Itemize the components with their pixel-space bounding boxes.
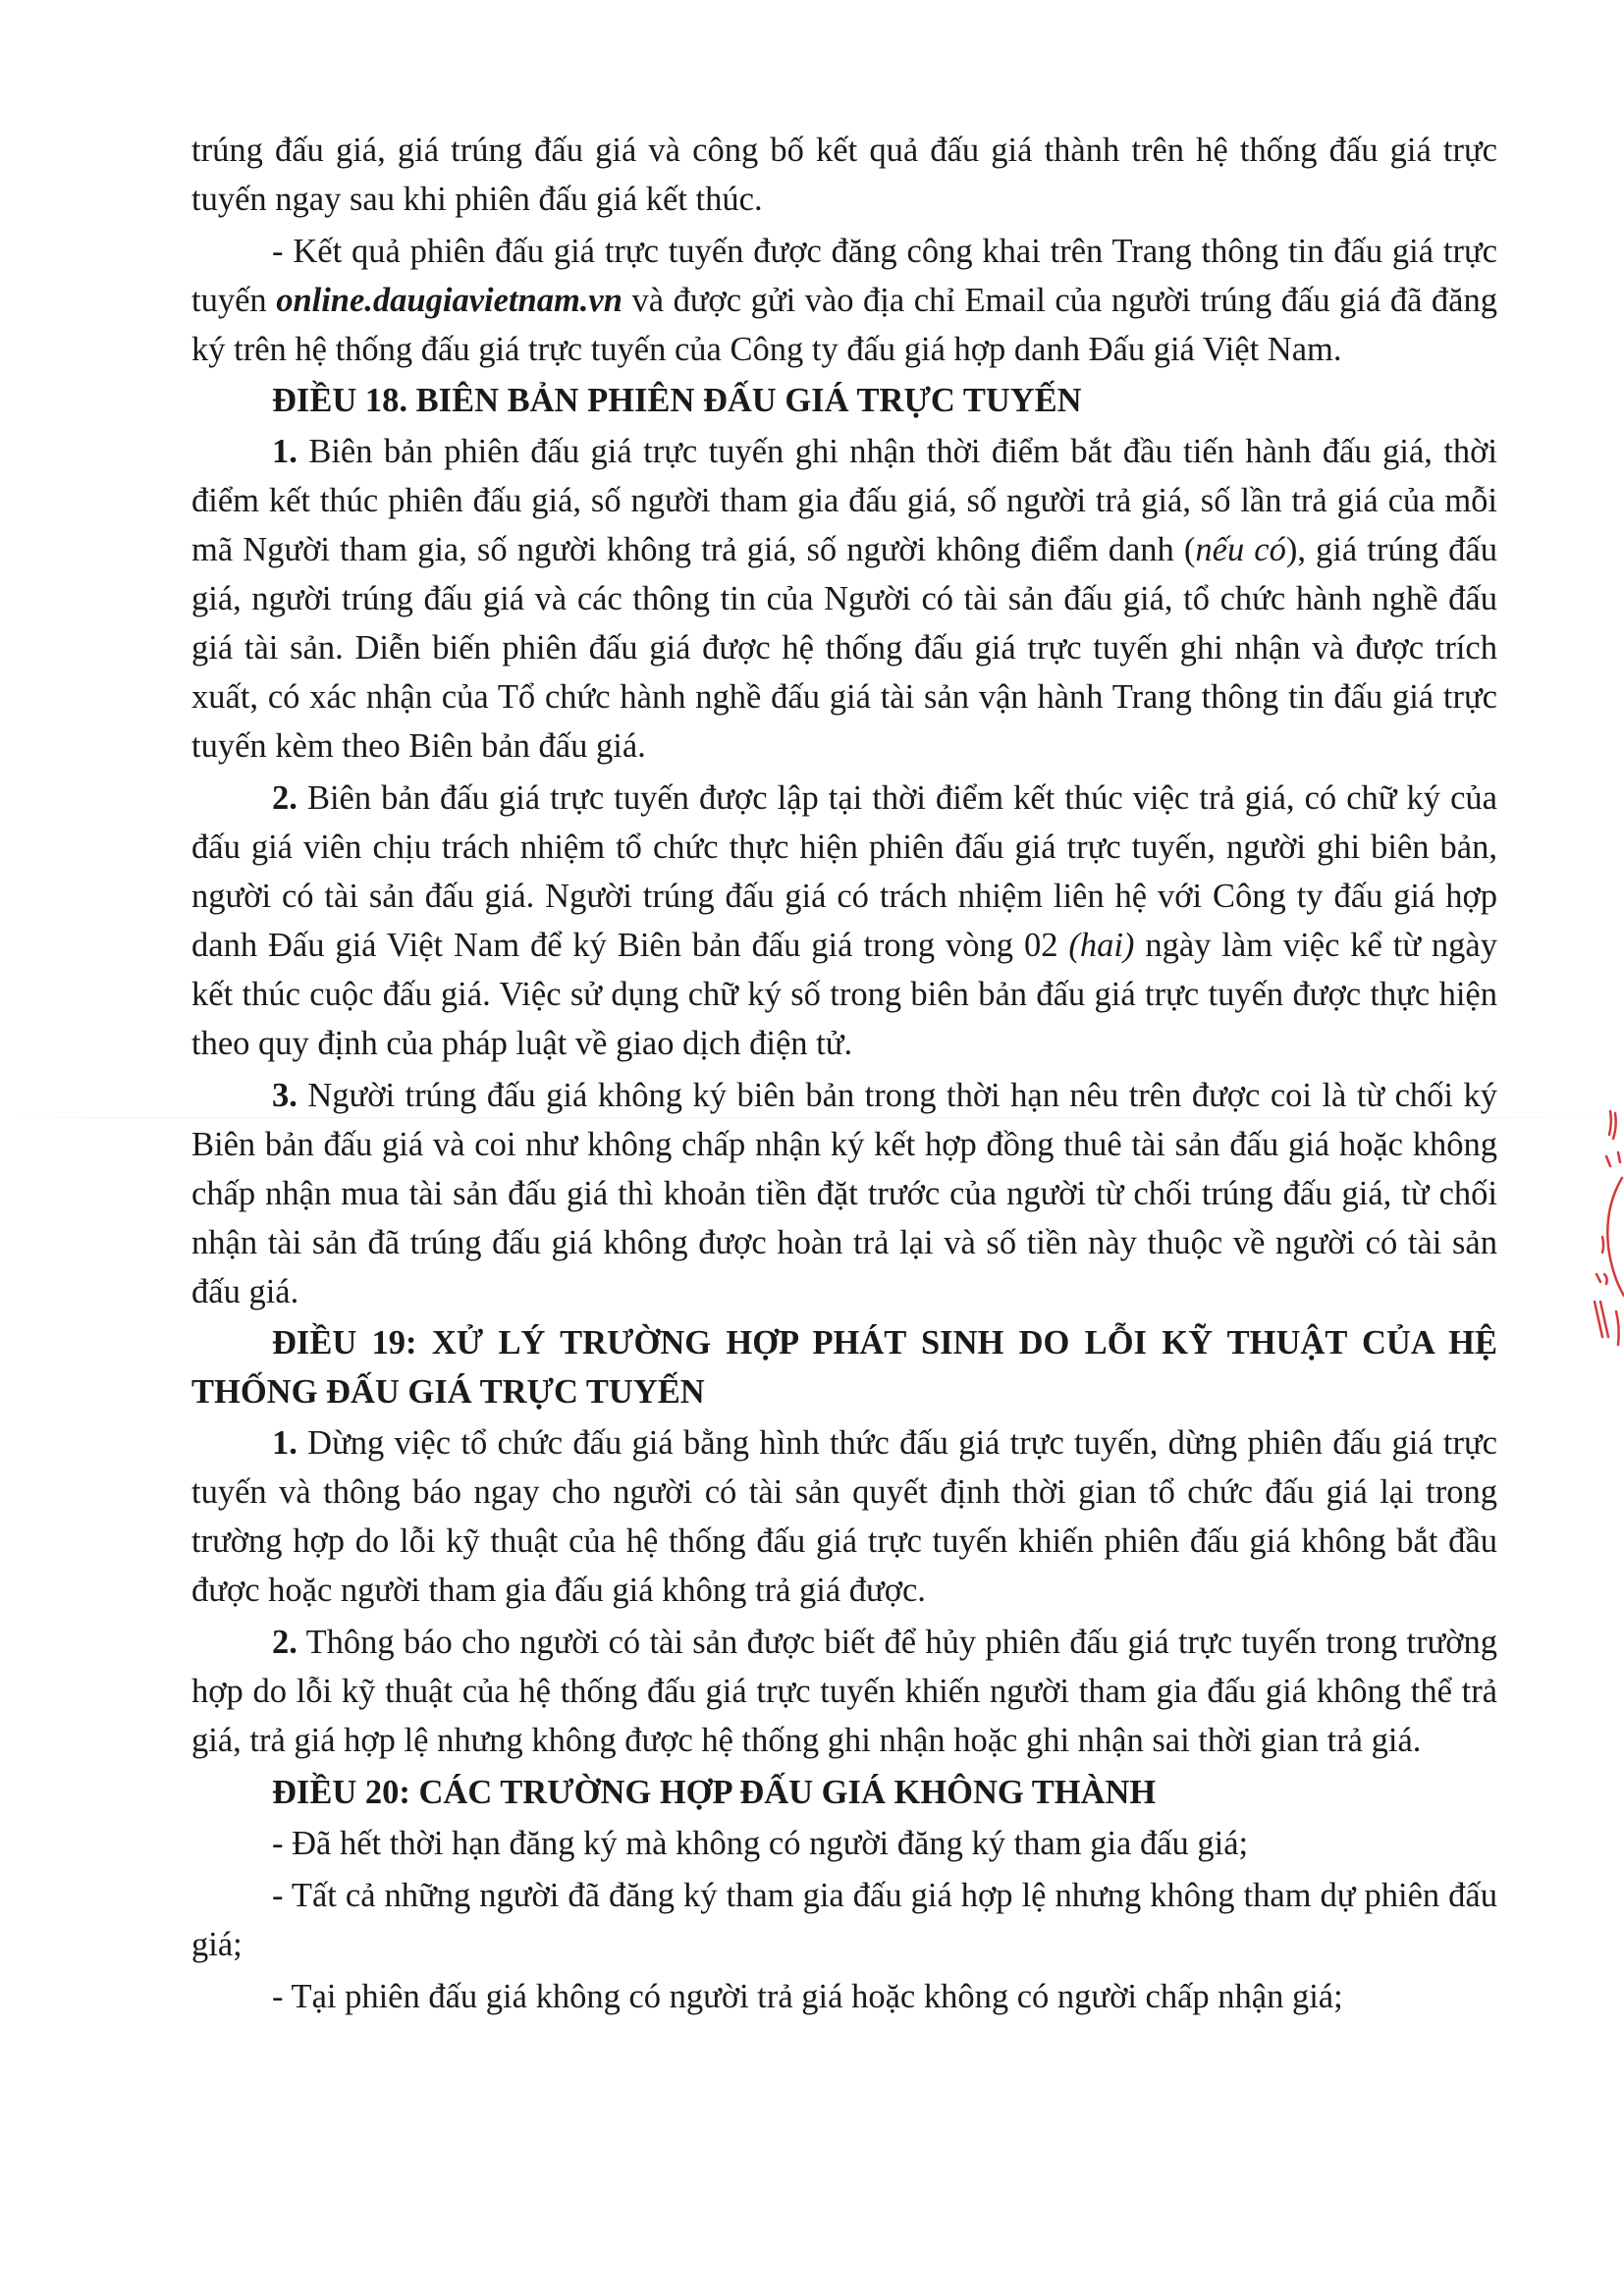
clause-text: Dừng việc tổ chức đấu giá bằng hình thức đấu giá trực tuyến, dừng phiên đấu giá trực tuyến và thông báo ngay cho người có tài sản quyết định thời gian tổ chức đấu giá lại trong trường hợp do lỗi kỹ thuật của hệ thống đấu giá trực tuyến khiến phiên đấu giá không bắt đầu được hoặc người tham gia đấu giá không trả giá được. — [191, 1424, 1497, 1609]
paragraph-text: - Kết quả phiên đấu giá trực tuyến được đăng công khai trên Trang thông tin đấu giá trực tuyến — [191, 233, 1497, 319]
article-19-heading: ĐIỀU 19: XỬ LÝ TRƯỜNG HỢP PHÁT SINH DO LỖI KỸ THUẬT CỦA HỆ THỐNG ĐẤU GIÁ TRỰC TUYẾN — [191, 1324, 1497, 1411]
paragraph-continuation: trúng đấu giá, giá trúng đấu giá và công bố kết quả đấu giá thành trên hệ thống đấu giá trực tuyến ngay sau khi phiên đấu giá kết thúc. — [191, 132, 1497, 218]
article-18-clause-2 — [191, 774, 1497, 1068]
seal-stamp-edge — [1583, 1109, 1624, 1364]
clause-number: 1. — [272, 1424, 298, 1462]
article-18-clause-3 — [191, 1071, 1497, 1316]
clause-text: Biên bản phiên đấu giá trực tuyến ghi nhận thời điểm bắt đầu tiến hành đấu giá, thời điểm kết thúc phiên đấu giá, số người tham gia đấu giá, số người trả giá, số lần trả giá của mỗi mã Người tham gia, số người không trả giá, số người không điểm danh ( — [191, 433, 1497, 568]
paragraph-text: và được gửi vào địa chỉ Email của người trúng đấu giá đã đăng ký trên hệ thống đấu giá trực tuyến của Công ty đấu giá hợp danh Đấu giá Việt Nam. — [191, 282, 1497, 368]
clause-text-italic: nếu có — [1195, 531, 1286, 568]
article-20-item-3: - Tại phiên đấu giá không có người trả giá hoặc không có người chấp nhận giá; — [272, 1978, 1343, 2015]
clause-text: ngày làm việc kể từ ngày kết thúc cuộc đấu giá. Việc sử dụng chữ ký số trong biên bản đấu giá trực tuyến được thực hiện theo quy định của pháp luật về giao dịch điện tử. — [191, 927, 1497, 1062]
clause-number: 3. — [272, 1077, 298, 1114]
article-20-heading: ĐIỀU 20: CÁC TRƯỜNG HỢP ĐẤU GIÁ KHÔNG THÀNH — [272, 1774, 1157, 1811]
clause-text: Người trúng đấu giá không ký biên bản trong thời hạn nêu trên được coi là từ chối ký Biên bản đấu giá và coi như không chấp nhận ký kết hợp đồng thuê tài sản đấu giá hoặc không chấp nhận mua tài sản đấu giá thì khoản tiền đặt trước của người từ chối trúng đấu giá, từ chối nhận tài sản đã trúng đấu giá không được hoàn trả lại và số tiền này thuộc về người có tài sản đấu giá. — [191, 1077, 1497, 1310]
clause-text-italic: (hai) — [1068, 927, 1135, 964]
article-19-clause-1 — [191, 1418, 1497, 1615]
article-19-clause-2 — [191, 1618, 1497, 1765]
article-20-item-2: - Tất cả những người đã đăng ký tham gia đấu giá hợp lệ nhưng không tham dự phiên đấu giá; — [191, 1877, 1497, 1963]
document-page — [191, 126, 1497, 2021]
clause-number: 2. — [272, 1624, 298, 1661]
paragraph-result-publication — [191, 227, 1497, 374]
clause-number: 2. — [272, 779, 298, 817]
clause-number: 1. — [272, 433, 298, 470]
clause-text: Thông báo cho người có tài sản được biết để hủy phiên đấu giá trực tuyến trong trường hợp do lỗi kỹ thuật của hệ thống đấu giá trực tuyến khiến người tham gia đấu giá không thể trả giá, trả giá hợp lệ nhưng không được hệ thống ghi nhận hoặc ghi nhận sai thời gian trả giá. — [191, 1624, 1497, 1759]
clause-text: ), giá trúng đấu giá, người trúng đấu giá và các thông tin của Người có tài sản đấu giá, tổ chức hành nghề đấu giá tài sản. Diễn biến phiên đấu giá được hệ thống đấu giá trực tuyến ghi nhận và được trích xuất, có xác nhận của Tổ chức hành nghề đấu giá tài sản vận hành Trang thông tin đấu giá trực tuyến kèm theo Biên bản đấu giá. — [191, 531, 1497, 765]
article-20-item-1: - Đã hết thời hạn đăng ký mà không có người đăng ký tham gia đấu giá; — [272, 1825, 1249, 1862]
article-18-heading: ĐIỀU 18. BIÊN BẢN PHIÊN ĐẤU GIÁ TRỰC TUYẾN — [272, 382, 1082, 419]
clause-text: Biên bản đấu giá trực tuyến được lập tại thời điểm kết thúc việc trả giá, có chữ ký của đấu giá viên chịu trách nhiệm tổ chức thực hiện phiên đấu giá trực tuyến, người ghi biên bản, người có tài sản đấu giá. Người trúng đấu giá có trách nhiệm liên hệ với Công ty đấu giá hợp danh Đấu giá Việt Nam để ký Biên bản đấu giá trong vòng 02 — [191, 779, 1497, 964]
website-link: online.daugiavietnam.vn — [276, 282, 623, 319]
article-18-clause-1 — [191, 427, 1497, 771]
